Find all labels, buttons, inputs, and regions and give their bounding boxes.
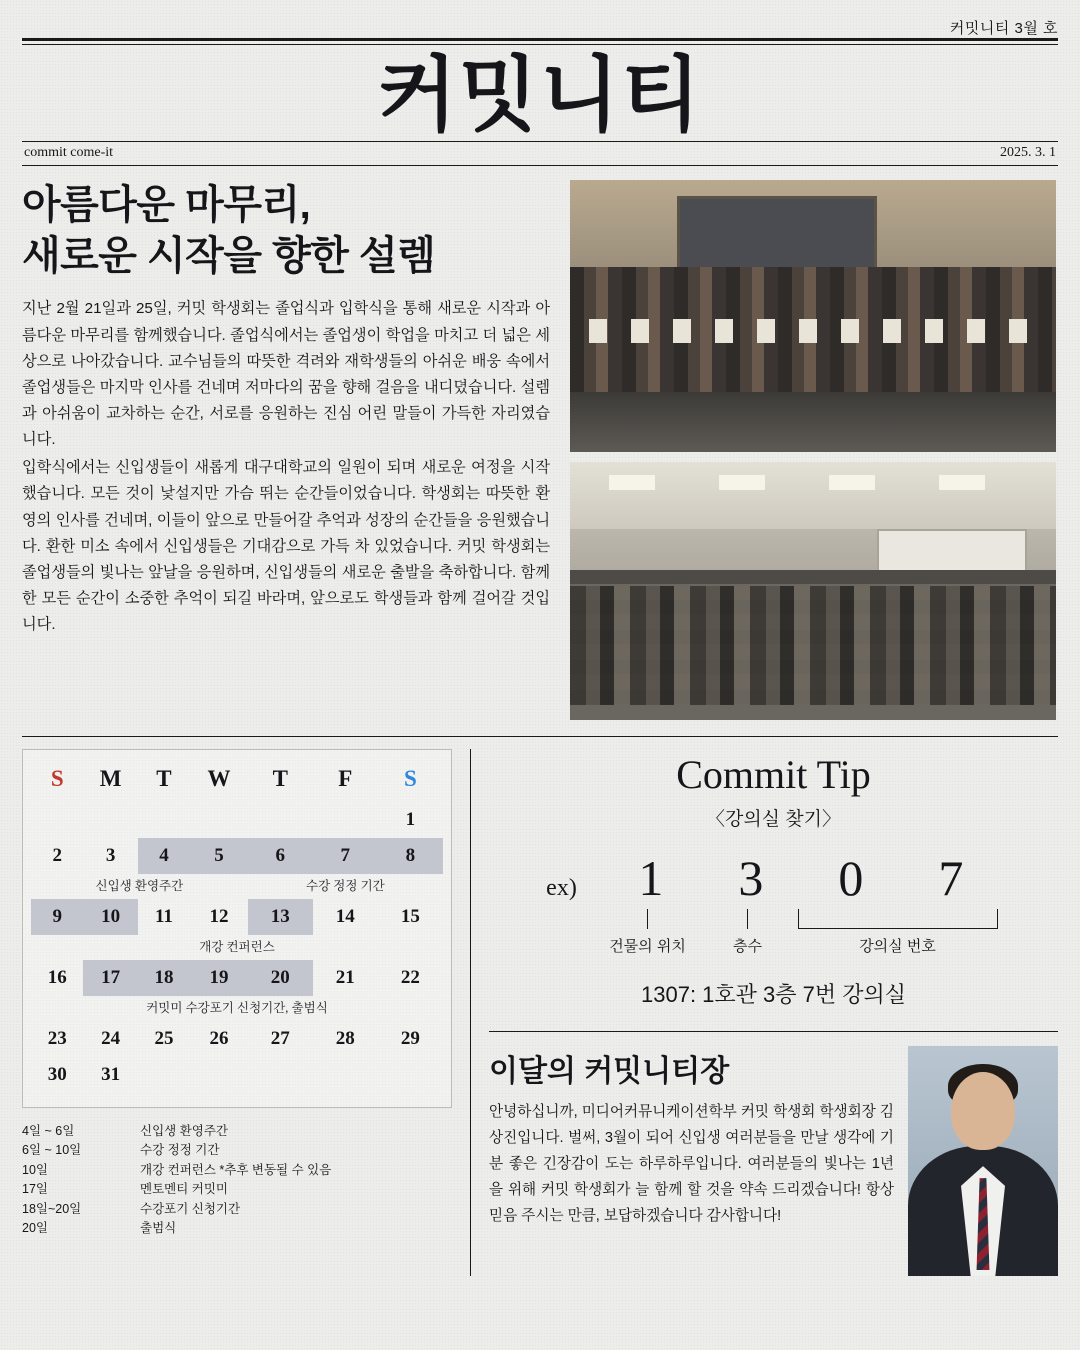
legend-desc: 수강포기 신청기간 [140,1201,241,1216]
calendar-note-row [31,935,443,960]
legend-desc: 수강 정정 기간 [140,1143,220,1158]
legend-date: 10일 [22,1162,48,1177]
example-label: ex) [546,875,577,902]
calendar-day: 11 [154,906,173,928]
masthead-rule-bottom-2 [22,165,1058,166]
calendar-day: 1 [405,809,416,831]
legend-item [22,1122,452,1141]
brace-room [798,909,998,929]
legend-date: 4일 ~ 6일 [22,1124,75,1139]
calendar-day [313,802,378,838]
calendar-week-row [31,1057,443,1093]
calendar-day: 7 [313,838,378,874]
lead-body [22,296,550,638]
calendar-day: 23 [47,1028,67,1050]
calendar-day: 21 [335,967,355,989]
tip-connector-row [489,909,1058,929]
legend-date: 20일 [22,1220,48,1235]
legend-date: 6일 ~ 10일 [22,1143,82,1158]
calendar-day: 16 [47,967,67,989]
calendar-day: 30 [47,1064,67,1086]
commit-tip-subtitle: 〈강의실 찾기〉 [705,809,842,831]
calendar-day: 4 [138,838,190,874]
calendar-day: 8 [378,838,443,874]
right-column-divider [489,1031,1058,1032]
calendar-day [378,1057,443,1093]
calendar-note-center: 커밋미 수강포기 신청기간, 출범식 [146,1001,328,1016]
legend-date: 18일~20일 [22,1201,82,1216]
weekday-wed: W [207,766,231,792]
tip-label-room: 강의실 번호 [859,938,936,956]
president-message: 안녕하십니까, 미디어커뮤니케이션학부 커밋 학생회 학생회장 김상진입니다. 벌써, 3월이 되어 신입생 여러분들을 만날 생각에 기분 좋은 긴장감이 도는 하루하루입니다. 여러분들의 빛나는 1년을 위해 커밋 학생회가 늘 함께 할 것을 약속 드리겠습니다! 항상 믿음 주시는 만큼, 보답하겠습니다 감사합니다! [489,1104,894,1224]
calendar-day: 31 [101,1064,121,1086]
calendar-note-row [31,996,443,1021]
calendar-day: 17 [83,960,137,996]
calendar-week-row [31,899,443,935]
entrance-ceremony-photo [570,462,1056,720]
calendar-day [31,802,83,838]
tip-result-text: 1307: 1호관 3층 7번 강의실 [641,982,906,1008]
legend-desc: 개강 컨퍼런스 *추후 변동될 수 있음 [140,1162,332,1177]
calendar-table [31,760,443,1093]
weekday-tue: T [156,766,172,792]
president-text [489,1046,894,1276]
calendar-day: 5 [190,838,248,874]
vertical-divider [470,749,471,1276]
room-digit-room-2: 7 [938,850,964,907]
legend-item [22,1219,452,1238]
calendar-day: 3 [105,845,116,867]
calendar-legend [22,1122,452,1238]
president-section [489,1046,1058,1276]
calendar-day [248,802,313,838]
calendar-day: 13 [248,899,313,935]
weekday-sat: S [403,766,417,792]
commit-tip-section [489,751,1058,1009]
calendar-day: 24 [101,1028,121,1050]
calendar-day: 10 [83,899,137,935]
calendar-day [313,1057,378,1093]
calendar-day: 28 [335,1028,355,1050]
lead-headline [22,180,550,282]
calendar-note-right: 수강 정정 기간 [306,879,385,894]
lead-text-column [22,176,550,720]
lead-paragraph-1: 지난 2월 21일과 25일, 커밋 학생회는 졸업식과 입학식을 통해 새로운 시작과 아름다운 마무리를 함께했습니다. 졸업식에서는 졸업생이 학업을 마치고 더 넓은 세상으로 나아갔습니다. 교수님들의 따뜻한 격려와 재학생들의 아쉬운 배웅 속에서 졸업생들은 마지막 인사를 건네며 저마다의 꿈을 향해 걸음을 내디뎠습니다. 설렘과 아쉬움이 교차하는 순간, 서로를 응원하는 진심 어린 말들이 가득한 자리였습니다. [22,300,550,449]
bottom-section [22,749,1058,1276]
calendar-day [190,1057,248,1093]
legend-item [22,1161,452,1180]
president-section-title: 이달의 커밋니티장 [489,1055,730,1089]
calendar-day: 9 [31,899,83,935]
calendar-day: 29 [400,1028,420,1050]
tick-building [598,909,698,929]
issue-date: 2025. 3. 1 [1000,145,1056,161]
photo-column [570,176,1056,720]
tick-floor [698,909,798,929]
issue-label-row [22,0,1058,38]
calendar-day: 20 [248,960,313,996]
weekday-thu: T [272,766,288,792]
lead-headline-line2: 새로운 시작을 향한 설렘 [22,234,436,279]
right-column [489,749,1058,1276]
legend-item [22,1141,452,1160]
legend-desc: 신입생 환영주간 [140,1124,228,1139]
room-digit-building: 1 [638,850,664,907]
calendar-day [190,802,248,838]
legend-desc: 출범식 [140,1220,177,1235]
calendar-day: 12 [209,906,229,928]
calendar-column [22,749,452,1276]
calendar-note-center: 개강 컨퍼런스 [199,940,275,955]
calendar-day [248,1057,313,1093]
room-number-example [489,849,1058,907]
calendar-week-row [31,960,443,996]
calendar-day [138,802,190,838]
calendar-day: 22 [400,967,420,989]
tip-label-row [489,935,1058,956]
page-title: 커밋니티 [377,48,703,143]
calendar-day: 19 [190,960,248,996]
weekday-mon: M [99,766,122,792]
march-calendar [22,749,452,1108]
legend-date: 17일 [22,1182,48,1197]
legend-desc: 멘토멘티 커밋미 [140,1182,228,1197]
room-digit-floor: 3 [738,850,764,907]
room-digit-room-1: 0 [838,850,864,907]
tip-label-building: 건물의 위치 [609,938,686,956]
weekday-sun: S [50,766,64,792]
calendar-day: 18 [138,960,190,996]
calendar-day: 6 [248,838,313,874]
lead-paragraph-2: 입학식에서는 신입생들이 새롭게 대구대학교의 일원이 되며 새로운 여정을 시작했습니다. 모든 것이 낯설지만 가슴 뛰는 순간들이었습니다. 학생회는 따뜻한 환영의 인사를 건네며, 이들이 앞으로 만들어갈 추억과 성장의 순간들을 응원했습니다. 환한 미소 속에서 신입생들은 기대감으로 가득 차 있었습니다. 커밋 학생회는 졸업생들의 빛나는 앞날을 응원하며, 신입생들의 새로운 출발을 축하합니다. 함께한 모든 순간이 소중한 추억이 되길 바라며, 앞으로도 학생들과 함께 걸어갈 것입니다. [22,459,550,634]
president-portrait [908,1046,1058,1276]
graduation-photo [570,180,1056,452]
calendar-day: 14 [335,906,355,928]
calendar-day: 25 [154,1028,174,1050]
calendar-day: 2 [52,845,62,867]
calendar-week-row [31,838,443,874]
section-divider [22,736,1058,737]
lead-story-section [22,176,1058,720]
calendar-note-left: 신입생 환영주간 [95,879,184,894]
calendar-note-row [31,874,443,899]
weekday-fri: F [338,766,353,792]
calendar-week-row [31,1021,443,1057]
masthead-meta [22,142,1058,165]
masthead-title-wrap [22,45,1058,141]
issue-label: 커밋니티 3월 호 [949,20,1058,37]
legend-item [22,1180,452,1199]
calendar-week-row [31,802,443,838]
romanization: commit come-it [24,145,114,161]
commit-tip-title: Commit Tip [676,752,871,798]
calendar-day [83,802,137,838]
calendar-day [138,1057,190,1093]
tip-label-floor: 층수 [733,938,762,956]
calendar-day: 27 [270,1028,290,1050]
calendar-header-row [31,760,443,802]
calendar-day: 15 [400,906,420,928]
lead-headline-line1: 아름다운 마무리, [22,183,311,228]
legend-item [22,1200,452,1219]
calendar-day: 26 [209,1028,229,1050]
